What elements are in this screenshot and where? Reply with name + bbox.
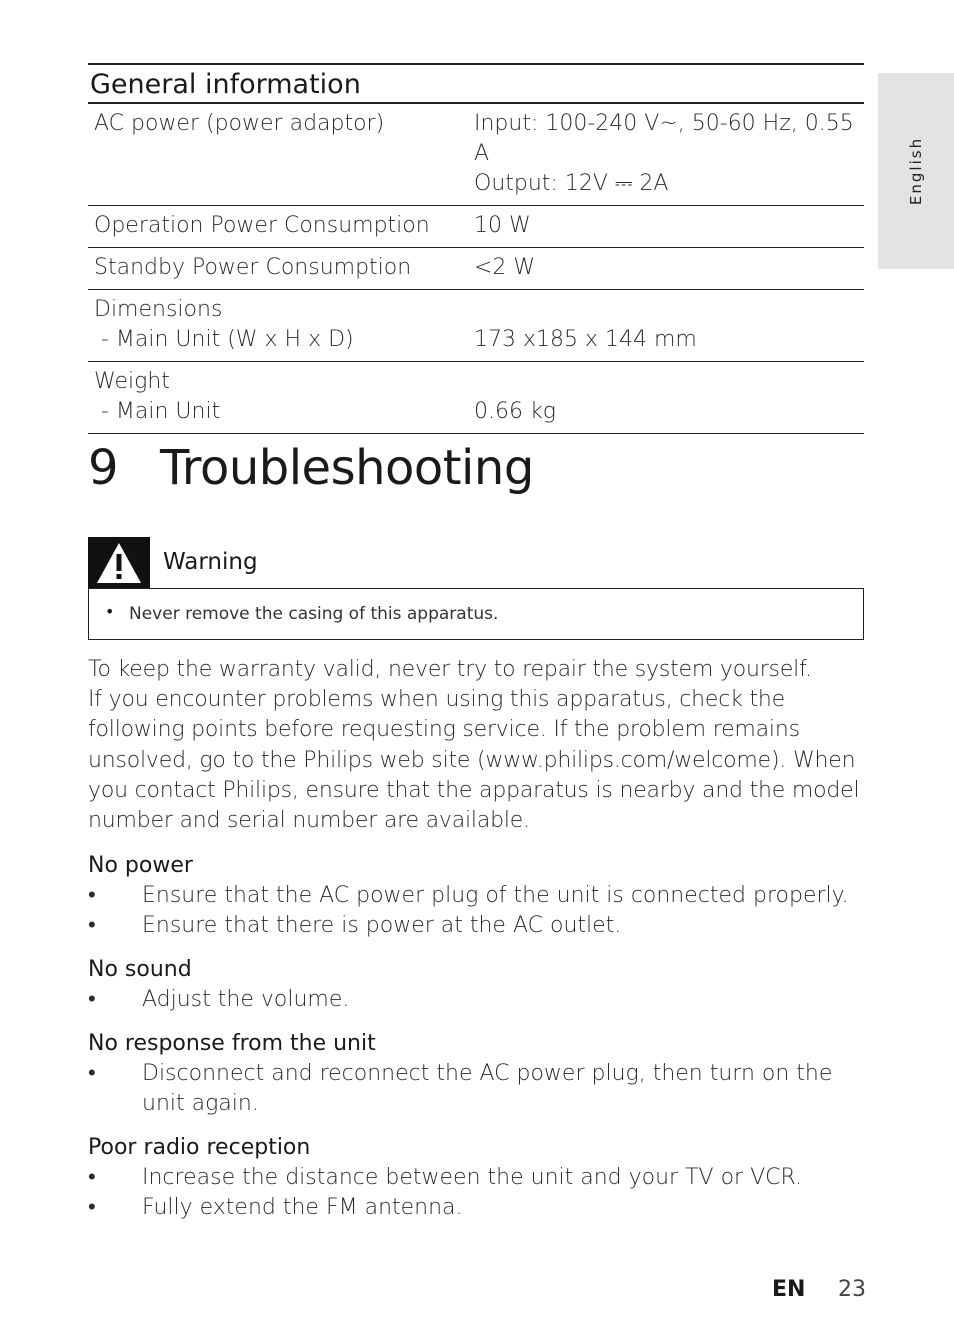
spec-value: Input: 100-240 V~, 50-60 Hz, 0.55 A Output: 12V ⎓ 2A [462, 103, 864, 206]
warning-header [88, 537, 864, 589]
warning-title: Warning [163, 549, 258, 575]
intro-paragraph: If you encounter problems when using this apparatus, check the following points before requesting service. If the problem remains unsolved, go to the Philips web site (www.philips.com/welcome). When you contact Philips, ensure that the apparatus is nearby and the model number and serial number are available. [88, 687, 860, 834]
section-no-power [88, 851, 868, 941]
chapter-number: 9 [88, 440, 119, 496]
spec-value: <2 W [462, 248, 864, 290]
table-row [88, 206, 864, 248]
spec-label: Weight - Main Unit [88, 362, 462, 434]
spec-label: Standby Power Consumption [88, 248, 462, 290]
list-item: • Disconnect and reconnect the AC power plug, then turn on the unit again. [88, 1061, 833, 1116]
warning-text: Never remove the casing of this apparatus. [129, 604, 499, 624]
list-item: • Increase the distance between the unit and your TV or VCR. [88, 1163, 868, 1193]
spec-value: 10 W [462, 206, 864, 248]
table-row [88, 248, 864, 290]
spec-value: 173 x185 x 144 mm [462, 290, 864, 362]
spec-table-title: General information [88, 64, 864, 103]
chapter-title: Troubleshooting [160, 440, 534, 496]
footer-language-code: EN [772, 1277, 806, 1302]
list-item: • Adjust the volume. [88, 985, 868, 1015]
section-heading: No sound [88, 957, 192, 982]
specifications-table [88, 63, 864, 434]
section-heading: No response from the unit [88, 1031, 376, 1056]
section-no-response [88, 1029, 868, 1119]
table-row [88, 362, 864, 434]
bullet-icon: • [88, 987, 96, 1012]
spec-label: Dimensions - Main Unit (W x H x D) [88, 290, 462, 362]
list-item: • Ensure that the AC power plug of the unit is connected properly. [88, 881, 868, 911]
list-item: • Fully extend the FM antenna. [88, 1193, 868, 1223]
warning-icon [88, 537, 150, 589]
bullet-icon: • [105, 602, 115, 621]
bullet-icon: • [88, 1165, 96, 1190]
bullet-icon: • [88, 883, 96, 908]
intro-text [88, 655, 868, 836]
language-side-tab [878, 73, 954, 269]
section-heading: No power [88, 853, 193, 878]
bullet-icon: • [88, 1195, 96, 1220]
intro-paragraph: To keep the warranty valid, never try to repair the system yourself. [88, 657, 812, 682]
section-heading: Poor radio reception [88, 1135, 311, 1160]
spec-label: AC power (power adaptor) [88, 103, 462, 206]
spec-table-header [88, 64, 864, 103]
spec-label: Operation Power Consumption [88, 206, 462, 248]
list-item: • Ensure that there is power at the AC outlet. [88, 911, 868, 941]
language-label: English [907, 136, 925, 206]
bullet-icon: • [88, 1061, 96, 1086]
section-poor-radio-reception [88, 1133, 868, 1223]
spec-value: 0.66 kg [462, 362, 864, 434]
warning-box [88, 588, 864, 640]
page-number: 23 [838, 1277, 866, 1302]
table-row [88, 290, 864, 362]
table-row [88, 103, 864, 206]
chapter-heading [88, 440, 534, 496]
section-no-sound [88, 955, 868, 1015]
bullet-icon: • [88, 913, 96, 938]
